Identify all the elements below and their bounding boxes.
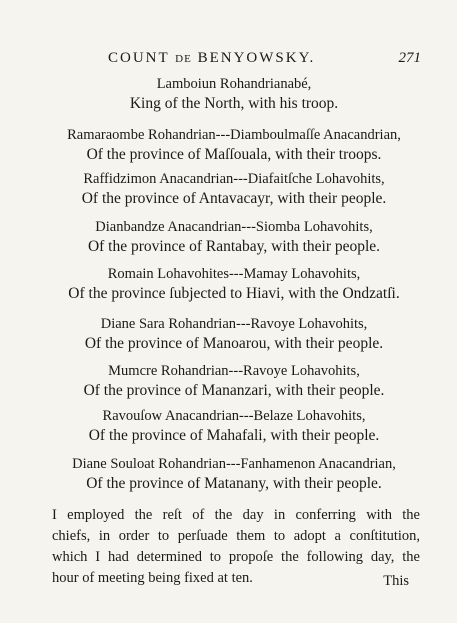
chief-entry — [40, 169, 428, 209]
entry-names: Mumcre Rohandrian---Ravoye Lohavohits, — [108, 363, 360, 379]
entry-province: Of the province of Manoarou, with their people. — [84, 335, 384, 352]
entry-names: Diane Souloat Rohandrian---Fanhamenon Anacandrian, — [72, 456, 396, 472]
chief-entry — [40, 361, 428, 401]
entry-province: Of the province of Maſſouala, with their troops. — [86, 146, 382, 163]
entry-province: Of the province ſubjected to Hiavi, with the Ondzatſi. — [68, 285, 400, 302]
paragraph-line: chiefs, in order to perſuade them to adopt a conſtitution, — [52, 528, 420, 544]
running-head — [70, 50, 421, 70]
page-number: 271 — [398, 50, 421, 66]
title-name: BENYOWSKY. — [197, 50, 316, 66]
chief-entry — [40, 314, 428, 354]
body-paragraph — [52, 505, 420, 589]
chief-entry — [40, 125, 428, 165]
entry-names: Lamboiun Rohandrianabé, — [156, 76, 312, 92]
entry-province: Of the province of Mahafali, with their people. — [88, 427, 380, 444]
catchword: This — [383, 573, 409, 589]
chief-entry — [40, 74, 428, 114]
entry-names: Romain Lohavohites---Mamay Lohavohits, — [107, 266, 361, 282]
chief-entry — [40, 454, 428, 494]
entry-names: Diane Sara Rohandrian---Ravoye Lohavohits, — [100, 316, 368, 332]
chief-entry — [40, 264, 428, 304]
entry-province: Of the province of Mananzari, with their people. — [83, 382, 385, 399]
entry-names: Raffidzimon Anacandrian---Diafaitſche Lohavohits, — [83, 171, 385, 187]
entry-names: Ramaraombe Rohandrian---Diamboulmaſſe Anacandrian, — [67, 127, 401, 143]
entry-province: Of the province of Matanany, with their people. — [86, 475, 382, 492]
paragraph-line: hour of meeting being fixed at ten. — [52, 570, 253, 586]
entry-province: Of the province of Antavacayr, with their people. — [81, 190, 387, 207]
entry-province: Of the province of Rantabay, with their people. — [87, 238, 381, 255]
paragraph-line: I employed the reſt of the day in conferring with the — [52, 507, 420, 523]
chief-entry — [40, 217, 428, 257]
chief-entry — [40, 406, 428, 446]
entry-names: Ravouſow Anacandrian---Belaze Lohavohits, — [102, 408, 366, 424]
title-particle: DE — [175, 53, 192, 65]
entry-province: King of the North, with his troop. — [129, 95, 339, 112]
paragraph-line: which I had determined to propoſe the following day, the — [52, 549, 420, 565]
running-title — [108, 50, 315, 67]
title-main: COUNT — [108, 50, 170, 66]
entry-names: Dianbandze Anacandrian---Siomba Lohavohits, — [95, 219, 373, 235]
